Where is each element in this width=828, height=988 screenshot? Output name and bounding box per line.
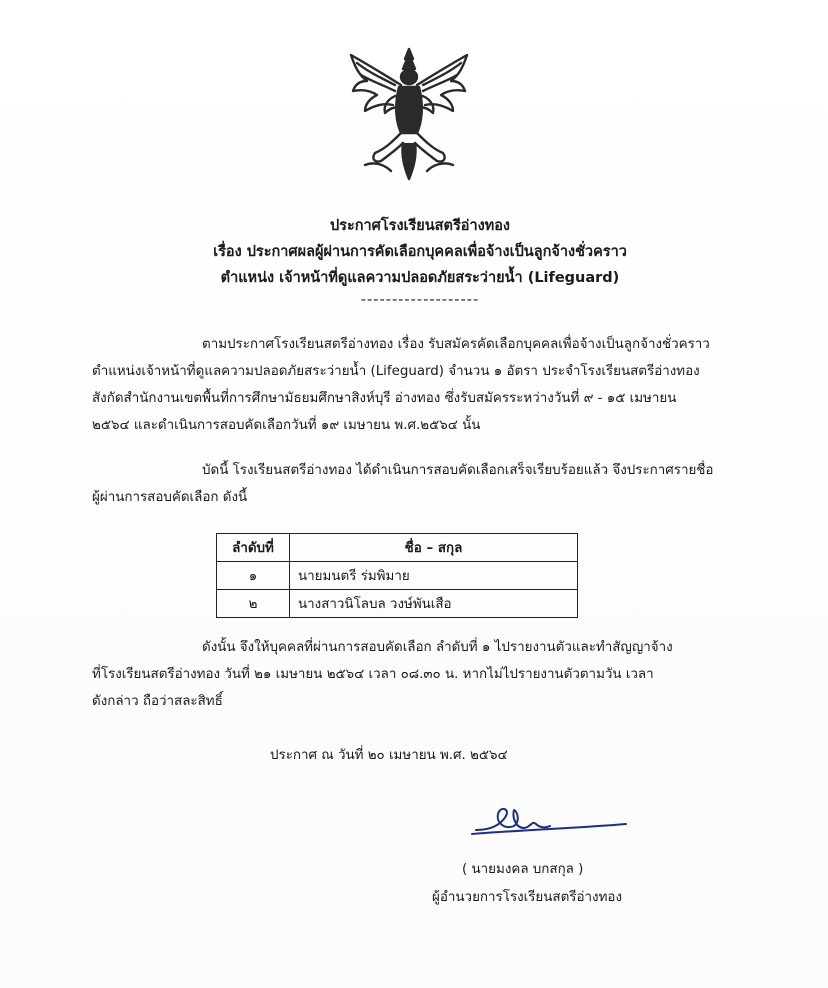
paragraph-line: สังกัดสำนักงานเขตพื้นที่การศึกษามัธยมศึกษาสิงห์บุรี อ่างทอง ซึ่งรับสมัครระหว่างวันที่ ๙ - ๑๕ เมษายน: [92, 391, 677, 406]
announcement-date: ประกาศ ณ วันที่ ๒๐ เมษายน พ.ศ. ๒๕๖๔: [270, 748, 508, 763]
paragraph-line: ตำแหน่งเจ้าหน้าที่ดูแลความปลอดภัยสระว่ายน้ำ (Lifeguard) จำนวน ๑ อัตรา ประจำโรงเรียนสตรีอ่างทอง: [92, 364, 700, 379]
announcement-header: [120, 213, 720, 307]
handwritten-signature: [470, 800, 630, 842]
row-order: ๒: [217, 590, 290, 618]
paragraph-reporting-instructions: [92, 634, 752, 715]
paragraph-line: ดังนั้น จึงให้บุคคลที่ผ่านการสอบคัดเลือก ลำดับที่ ๑ ไปรายงานตัวและทำสัญญาจ้าง: [202, 640, 673, 655]
paragraph-line: ๒๕๖๔ และดำเนินการสอบคัดเลือกวันที่ ๑๙ เมษายน พ.ศ.๒๕๖๔ นั้น: [92, 418, 481, 433]
row-order: ๑: [217, 562, 290, 590]
row-fullname: นายมนตรี ร่มพิมาย: [290, 562, 578, 590]
paragraph-result-intro: [92, 457, 752, 511]
position-title: ตำแหน่ง เจ้าหน้าที่ดูแลความปลอดภัยสระว่ายน้ำ (Lifeguard): [220, 270, 620, 286]
paragraph-line: ที่โรงเรียนสตรีอ่างทอง วันที่ ๒๑ เมษายน ๒๕๖๔ เวลา ๐๘.๓๐ น. หากไม่ไปรายงานตัวตามวัน เวลา: [92, 667, 654, 682]
paragraph-line: ดังกล่าว ถือว่าสละสิทธิ์: [92, 694, 223, 709]
column-header-order: ลำดับที่: [217, 534, 290, 562]
signatory-name: ( นายมงคล บกสกุล ): [462, 862, 584, 877]
paragraph-line: ผู้ผ่านการสอบคัดเลือก ดังนี้: [92, 490, 248, 505]
paragraph-line: ตามประกาศโรงเรียนสตรีอ่างทอง เรื่อง รับสมัครคัดเลือกบุคคลเพื่อจ้างเป็นลูกจ้างชั่วคราว: [202, 337, 710, 352]
school-announcement-title: ประกาศโรงเรียนสตรีอ่างทอง: [329, 218, 511, 234]
table-header-row: [217, 534, 578, 562]
column-header-name: ชื่อ – สกุล: [290, 534, 578, 562]
table-row: [217, 562, 578, 590]
signatory-title: ผู้อำนวยการโรงเรียนสตรีอ่างทอง: [432, 890, 623, 905]
paragraph-line: บัดนี้ โรงเรียนสตรีอ่างทอง ได้ดำเนินการสอบคัดเลือกเสร็จเรียบร้อยแล้ว จึงประกาศรายชื่อ: [202, 463, 714, 478]
row-fullname: นางสาวนิโลบล วงษ์พันเสือ: [290, 590, 578, 618]
announcement-subject: เรื่อง ประกาศผลผู้ผ่านการคัดเลือกบุคคลเพื่อจ้างเป็นลูกจ้างชั่วคราว: [213, 244, 627, 260]
paragraph-reference: [92, 331, 752, 439]
header-separator: -------------------: [360, 292, 480, 308]
results-table: [216, 533, 578, 618]
table-row: [217, 590, 578, 618]
garuda-emblem-icon: [345, 45, 473, 183]
